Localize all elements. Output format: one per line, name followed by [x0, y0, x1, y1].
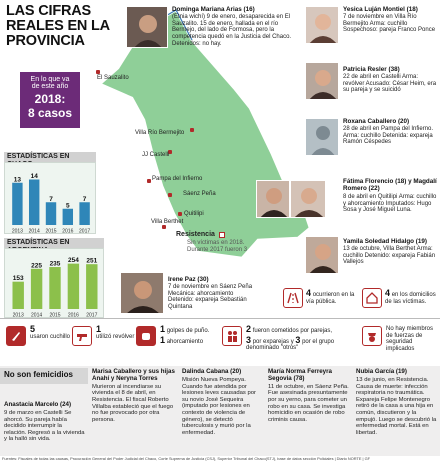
- bar-2013: [12, 183, 22, 225]
- data-label-2015: 235: [49, 260, 61, 268]
- bar-2013: [12, 282, 23, 309]
- summary-line1: En lo que va: [30, 76, 70, 83]
- no-femicidio-text: 13 de junio, en Resistencia. Causa de muerte: infección respiratoria no traumática. Expareja Felipe Montenegro retiró de la casa a una hija en común, discutieron y la empujó. Luego se descubrió la enfermedad mortal. Está en libertad.: [356, 376, 437, 436]
- stat-label: por exparejas y: [252, 338, 294, 345]
- bar-2017: [79, 202, 89, 225]
- map-town-label: Quitilipi: [184, 211, 204, 217]
- home-stat: [385, 288, 439, 305]
- stat-label: ahorcamiento: [166, 338, 204, 345]
- no-femicidio-col: [352, 366, 440, 456]
- couple-icon: [222, 326, 242, 346]
- revolver-icon: [72, 326, 92, 346]
- fist-stat: [160, 324, 226, 345]
- tick-label-2017: 2017: [79, 228, 91, 234]
- summary-cases: 8 casos: [27, 106, 73, 121]
- victim-name: Dominga Mariana Arias (16): [172, 6, 255, 13]
- tick-label-2014: 2014: [28, 228, 40, 234]
- map-town-label: Sáenz Peña: [183, 191, 216, 197]
- no-femicidio-name: Anastacia Marcelo (24): [4, 401, 72, 408]
- stat-label: en los domicilios de las víctimas.: [385, 292, 436, 305]
- stat-number: 5: [30, 324, 36, 334]
- bar-2016: [63, 209, 73, 225]
- victim-text: 28 de abril en Pampa del Infierno. Arma: cuchillo Detenida: expareja Ramón Céspedes: [343, 126, 434, 146]
- data-label-2016: 5: [65, 202, 70, 210]
- stat-label: usaron cuchillo: [30, 334, 71, 341]
- knife-icon: [6, 326, 26, 346]
- data-label-2014: 225: [31, 262, 43, 270]
- map-dot-el-sauzalito: [96, 70, 100, 74]
- stat-number: 1: [96, 324, 102, 334]
- relationship-stat: [246, 324, 356, 352]
- summary-year: 2018:: [34, 91, 66, 106]
- tick-label-2015: 2015: [49, 312, 61, 318]
- page-title: LAS CIFRAS REALES EN LA PROVINCIA: [6, 3, 110, 50]
- knife-stat: [30, 324, 72, 341]
- victim-text: (Etnia wichí) 9 de enero, desaparecida en El Sauzalito. 15 de enero, hallada en el río Bermejo, del lado de Formosa, pero la competencia quedó en la Justicia del Chaco. Detenidos: no hay.: [172, 14, 292, 47]
- victim-text: 22 de abril en Castelli Arma: revólver Acusado: César Heim, era su pareja y se suicidó: [343, 74, 437, 94]
- security-forces-note: No hay miembros de fuerzas de seguridad implicados: [386, 326, 434, 353]
- stat-label: por el grupo denominado "otros": [246, 338, 335, 352]
- victim-name: Irene Paz (30): [168, 276, 209, 283]
- victim-name: Fátima Florencio (18) y Magdalí Romero (22): [343, 178, 437, 193]
- victim-text: 8 de abril en Quitilipi Arma: cuchillo y ahorcamiento Imputados: Hugo Sosa y José Miguel Luna.: [343, 194, 437, 214]
- stat-label: fueron cometidos por parejas,: [252, 328, 333, 334]
- police-icon: [362, 326, 382, 346]
- summary-box: [20, 72, 80, 128]
- victim-name: Patricia Resler (38): [343, 66, 400, 73]
- stats-chaco-title: ESTADÍSTICAS EN CHACO: [4, 152, 96, 170]
- victim-name: Yamila Soledad Hidalgo (19): [343, 238, 427, 245]
- tick-label-2013: 2013: [12, 312, 24, 318]
- stat-number: 1: [160, 334, 166, 345]
- public-road-stat: [306, 288, 358, 305]
- map-marker-resistencia: [219, 232, 225, 238]
- revolver-stat: [96, 324, 136, 341]
- data-label-2016: 254: [67, 257, 79, 265]
- victim-name: Yesica Luján Montiel (18): [343, 6, 418, 13]
- data-label-2013: 13: [13, 176, 22, 184]
- victim-photo: [120, 272, 164, 314]
- victim-photo: [305, 62, 339, 100]
- map-town-label: JJ Castelli: [142, 152, 170, 158]
- no-femicidio-name: Dalinda Cabana (20): [182, 368, 242, 375]
- no-femicidio-text: Misión Nueva Pompeya. Cuando fue atendida por lesiones leves causadas por su novio José Sequeira (imputado por lesiones en contexto de violencia de género), se detectó tuberculosis y murió por la enfermedad.: [182, 376, 257, 436]
- summary-line2: de este año: [31, 83, 69, 91]
- map-dot-villa-rio-bermejito: [190, 128, 194, 132]
- no-femicidio-col: [0, 366, 88, 456]
- map-dot-pampa-del-infierno: [147, 179, 151, 183]
- stat-number: 1: [160, 324, 166, 334]
- victim-photo: [305, 236, 339, 274]
- map-town-label: Villa Río Bermejito: [135, 130, 185, 136]
- no-femicidio-text: 9 de marzo en Castelli Se ahorcó. Su pareja había decidido interrumpir la relación. Regresó a la vivienda y la halló sin vida.: [4, 409, 85, 443]
- bar-2017: [86, 264, 97, 309]
- divider: [0, 318, 440, 319]
- stat-label: utilizó revólver: [96, 334, 135, 341]
- no-femicidio-name: María Norma Ferreyra Segovia (78): [268, 368, 332, 382]
- victim-text: 13 de octubre, Villa Berthet Arma: cuchillo Detenido: expareja Fabián Vallejos: [343, 246, 436, 266]
- data-label-2015: 7: [49, 195, 53, 203]
- stat-number: 4: [385, 288, 391, 298]
- stat-number: 2: [246, 324, 252, 334]
- data-label-2017: 251: [86, 257, 98, 265]
- no-femicidio-col: [88, 366, 178, 456]
- victim-text: 7 de noviembre en Sáenz Peña Mecánica: ahorcamiento Detenido: expareja Sebastián Quintana: [168, 284, 253, 311]
- no-femicidio-name: Nubia García (19): [356, 368, 407, 375]
- tick-label-2015: 2015: [45, 228, 57, 234]
- victim-photo-placeholder: [305, 118, 339, 156]
- victim-text: 7 de noviembre en Villa Río Bermejito Arma: cuchillo Sospechoso: pareja Franco Ponce: [343, 14, 436, 34]
- stats-argentina-title: ESTADÍSTICAS EN ARGENTINA: [4, 238, 104, 256]
- bar-2015: [49, 267, 60, 309]
- fist-icon: [136, 326, 156, 346]
- data-label-2013: 153: [12, 275, 24, 283]
- house-icon: [362, 288, 382, 308]
- victim-photo: [256, 180, 290, 218]
- tick-label-2014: 2014: [31, 312, 43, 318]
- bar-2014: [29, 180, 39, 226]
- no-femicidio-col: [264, 366, 352, 456]
- victim-name: Roxana Caballero (20): [343, 118, 410, 125]
- no-femicidio-text: Murieron al incendiarse su vivienda el 8 de abril, en Resistencia. El fiscal Roberto Villalba estableció que el fuego no fue provocado por otra persona.: [92, 383, 174, 423]
- map-town-label: El Sauzalito: [97, 75, 129, 81]
- chart-argentina: [4, 248, 104, 318]
- tick-label-2013: 2013: [11, 228, 23, 234]
- stat-label: golpes de puño.: [166, 328, 210, 334]
- no-femicidios-header: No son femicidios: [0, 368, 88, 384]
- sources-footer: Fuentes: Fiscales de todas las causas, Procuración General del Poder Judicial del Chaco, Corte Suprema de Justicia (CSJ), Superior Tribunal del Chaco(STJ), base de datos sección Policiales | Diario NORTE | GF: [2, 457, 371, 461]
- tick-label-2016: 2016: [67, 312, 79, 318]
- resistencia-note: Sin víctimas en 2018. Durante 2017 fueron 3: [187, 240, 248, 253]
- map-dot-saenz-pena: [168, 193, 172, 197]
- bar-2014: [31, 269, 42, 309]
- stat-label: ocurrieron en la vía pública.: [306, 292, 355, 305]
- data-label-2017: 7: [82, 195, 87, 203]
- no-femicidio-col: [178, 366, 264, 456]
- bar-2016: [68, 264, 79, 309]
- stat-number: 3: [295, 334, 301, 345]
- map-town-label: Villa Berthet: [151, 219, 184, 225]
- stat-number: 3: [246, 334, 252, 345]
- tick-label-2016: 2016: [62, 228, 74, 234]
- victim-photo: [305, 6, 339, 44]
- map-town-label: Resistencia: [176, 231, 215, 238]
- victim-photo: [126, 6, 168, 48]
- chart-chaco: [4, 162, 96, 234]
- no-femicidio-text: 11 de octubre, en Sáenz Peña. Fue asesinada presuntamente por su yerno, para cometer un robo en su casa. Se investiga homicidio en ocasión de robo criminis causa.: [268, 383, 349, 423]
- map-town-label: Pampa del Infierno: [152, 176, 203, 182]
- bar-2015: [46, 202, 56, 225]
- victim-photo: [290, 180, 326, 218]
- tick-label-2017: 2017: [86, 312, 98, 318]
- data-label-2014: 14: [30, 173, 38, 180]
- public-road-icon: [283, 288, 303, 308]
- stat-number: 4: [306, 288, 312, 298]
- no-femicidio-name: Marisa Caballero y sus hijas Anahí y Neryna Torres: [92, 368, 175, 382]
- map-dot-quitilipi: [178, 212, 182, 216]
